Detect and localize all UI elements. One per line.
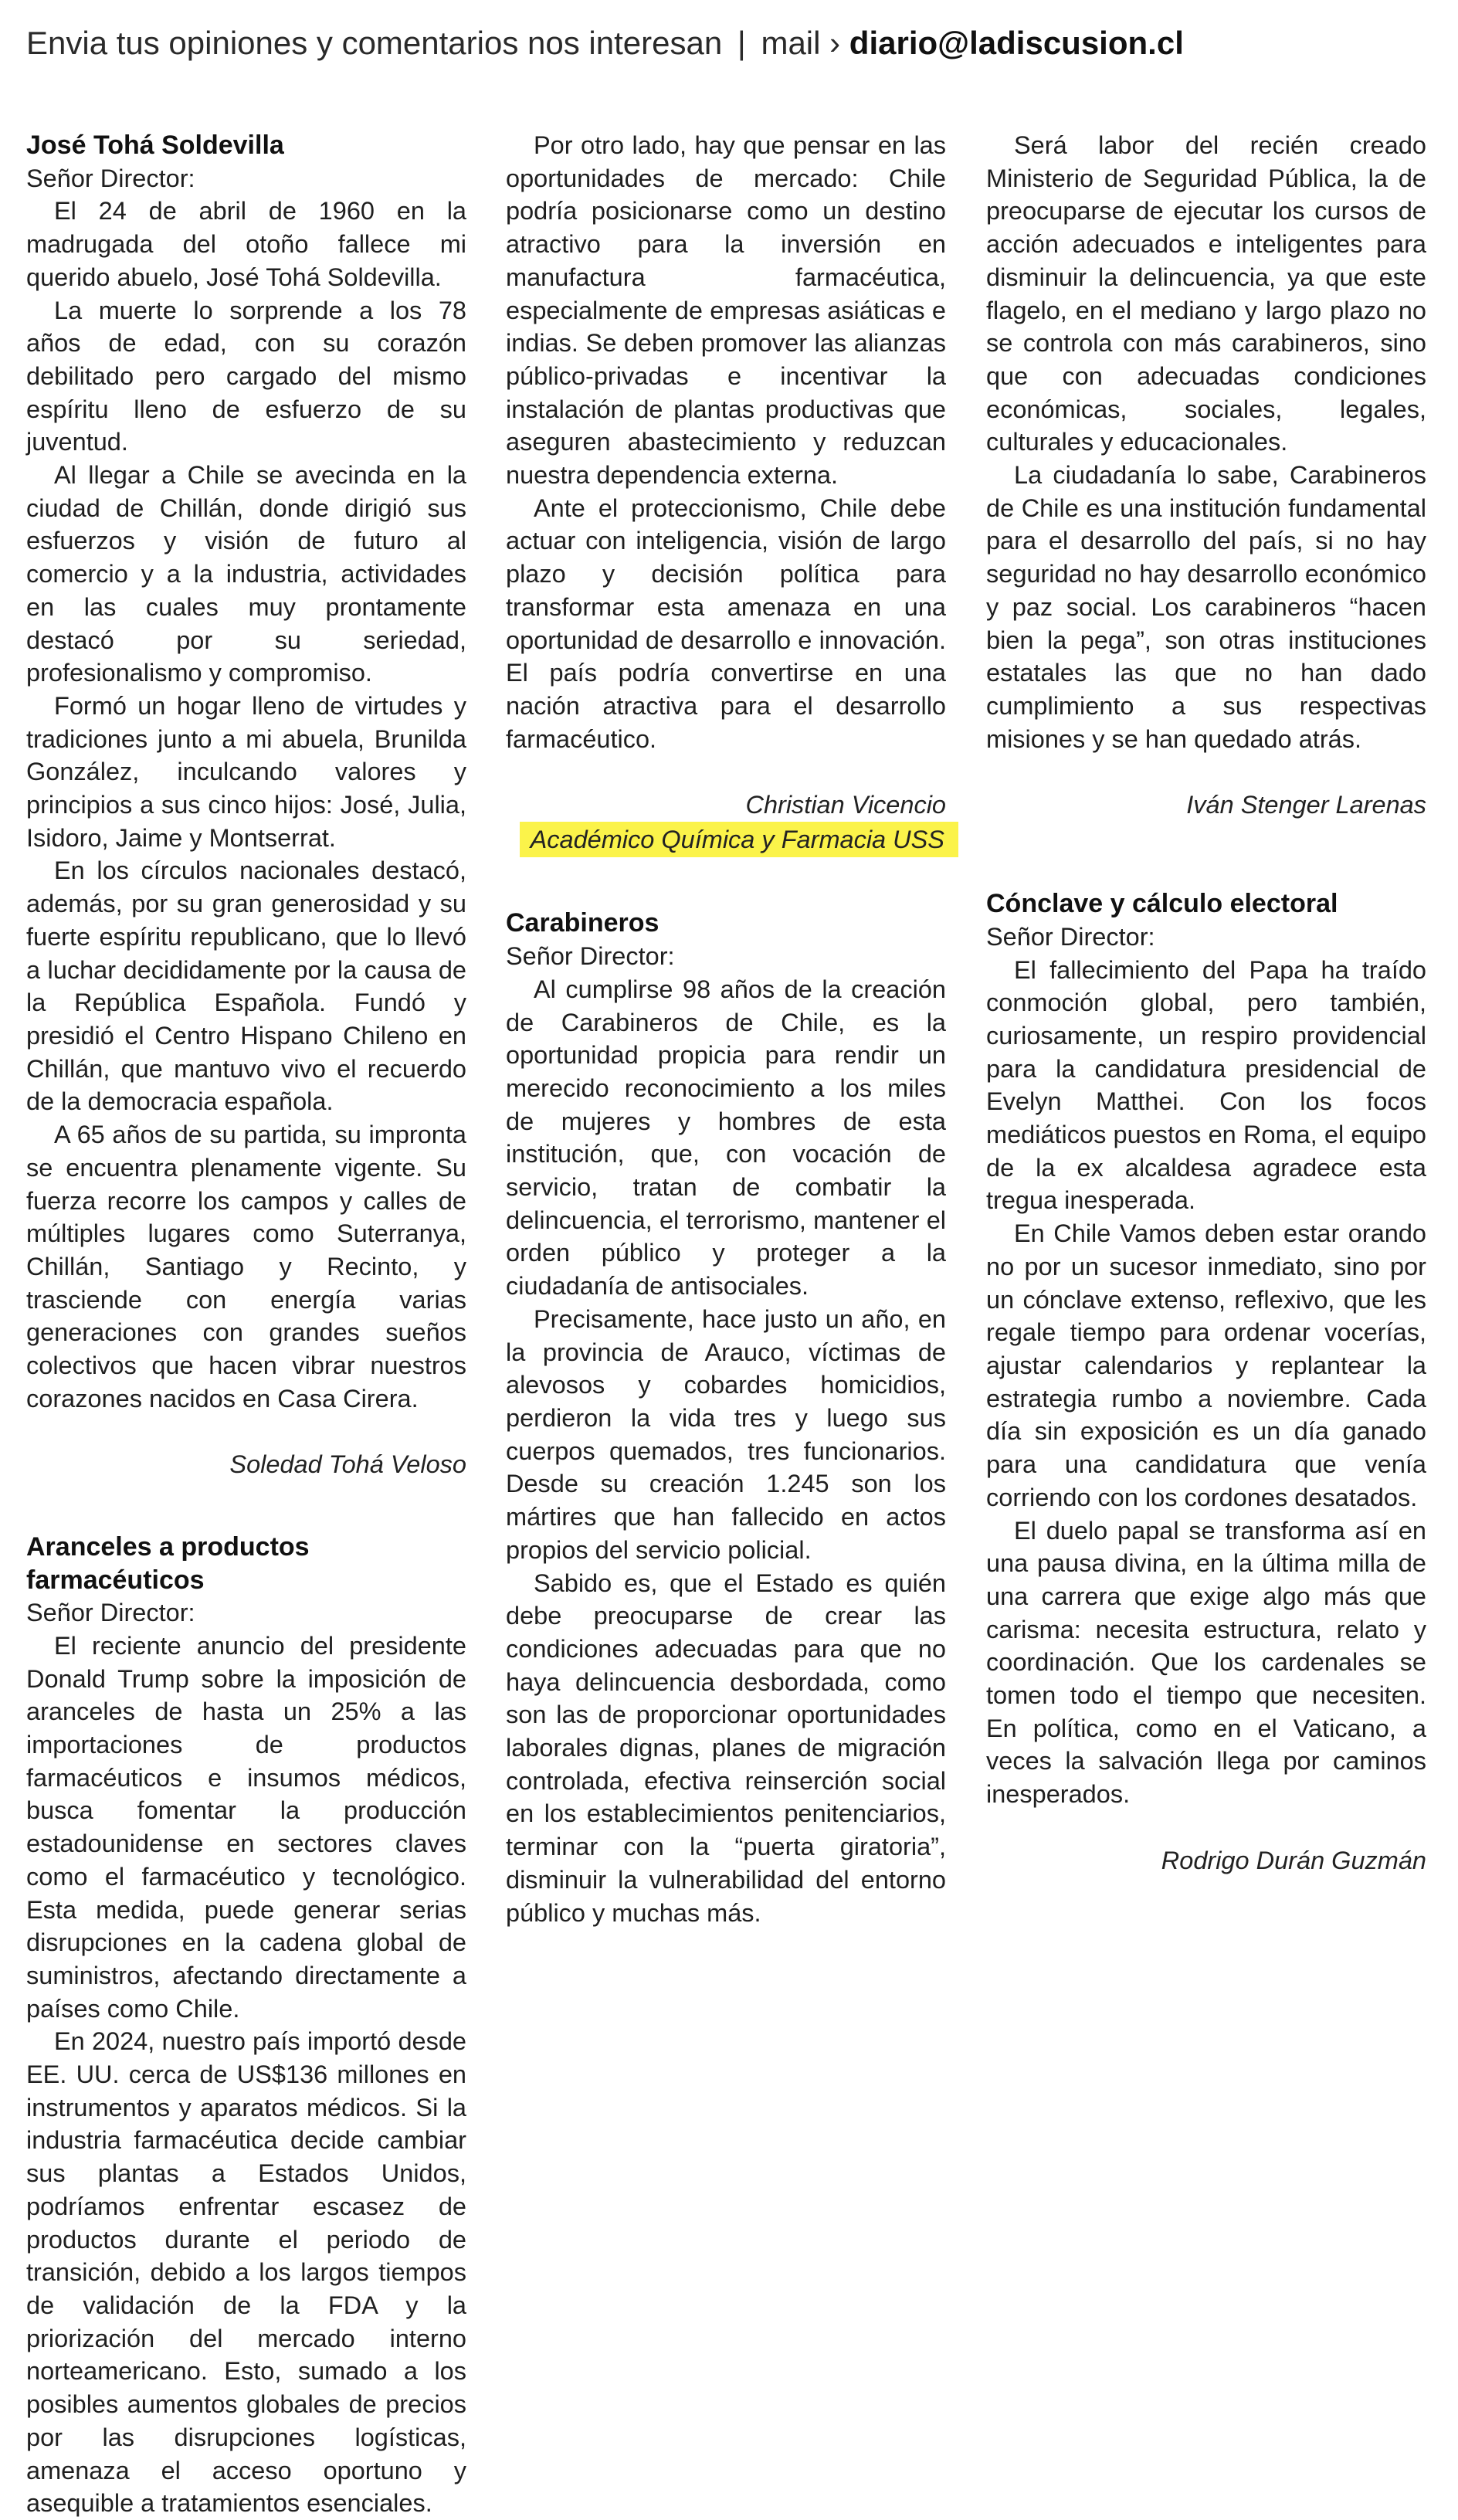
- letter-carabineros: [506, 907, 946, 1929]
- letter-paragraph: Precisamente, hace justo un año, en la provincia de Arauco, víctimas de alevosos y cobardes homicidios, perdieron la vida tres y luego sus cuerpos quemados, tres funcionarios. Desde su creación 1.245 son los mártires que han fallecido en actos propios del servicio policial.: [506, 1304, 946, 1564]
- column-3: [986, 129, 1426, 1877]
- letter-paragraph: Ante el proteccionismo, Chile debe actuar con inteligencia, visión de largo plazo y decisión política para transformar esta amenaza en una oportunidad de desarrollo e innovación. El país podría convertirse en una nación atractiva para el desarrollo farmacéutico.: [506, 493, 946, 753]
- header-lead: Envia tus opiniones y comentarios nos interesan: [26, 25, 723, 61]
- letter-salutation: Señor Director:: [26, 1599, 195, 1627]
- letter-paragraph: La ciudadanía lo sabe, Carabineros de Chile es una institución fundamental para el desarrollo del país, si no hay seguridad no hay desarrollo económico y paz social. Los carabineros “hacen bien la pega”, son otras instituciones estatales las que no han dado cumplimiento a sus respectivas misiones y se han quedado atrás.: [986, 461, 1426, 753]
- letter-signature: Iván Stenger Larenas: [1186, 791, 1426, 819]
- letter-conclave: [986, 887, 1426, 1877]
- letter-salutation: Señor Director:: [506, 942, 675, 971]
- letter-signature: Soledad Tohá Veloso: [229, 1450, 466, 1479]
- letter-paragraph: En los círculos nacionales destacó, además, por su gran generosidad y su fuerte espíritu republicano, que lo llevó a luchar decididamente por la causa de la República Española. Fundó y presidió el Centro Hispano Chileno en Chillán, que mantuvo vivo el recuerdo de la democracia española.: [26, 856, 466, 1116]
- letter-signature: Rodrigo Durán Guzmán: [1161, 1846, 1426, 1874]
- contact-header: [26, 20, 1184, 66]
- header-email-link[interactable]: diario@ladiscusion.cl: [849, 25, 1184, 61]
- letter-paragraph: Formó un hogar lleno de virtudes y tradiciones junto a mi abuela, Brunilda González, inculcando valores y principios a sus cinco hijos: José, Julia, Isidoro, Jaime y Montserrat.: [26, 691, 466, 852]
- letter-salutation: Señor Director:: [986, 922, 1155, 951]
- letter-signature: Christian Vicencio: [745, 791, 946, 819]
- letter-carabineros-continued: [986, 129, 1426, 822]
- letter-paragraph: Sabido es, que el Estado es quién debe preocuparse de crear las condiciones adecuadas para que no haya delincuencia desbordada, como son las de proporcionar oportunidades laborales dignas, planes de migración controlada, efectiva reinserción social en los establecimientos penitenciarios, terminar con la “puerta giratoria”, disminuir la vulnerabilidad del entorno público y muchas más.: [506, 1569, 946, 1927]
- column-1: [26, 129, 466, 2520]
- letter-paragraph: A 65 años de su partida, su impronta se encuentra plenamente vigente. Su fuerza recorre los campos y calles de múltiples lugares como Suterranya, Chillán, Santiago y Recinto, y trasciende con energía varias generaciones con grandes sueños colectivos que hacen vibrar nuestros corazones nacidos en Casa Cirera.: [26, 1121, 466, 1413]
- letter-title-line-2: farmacéuticos: [26, 1565, 205, 1595]
- letter-paragraph: El duelo papal se transforma así en una pausa divina, en la última milla de una carrera que exige algo más que carisma: necesita estructura, relato y coordinación. Que los cardenales se tomen todo el tiempo que necesiten. En política, como en el Vaticano, a veces la salvación llega por caminos inesperados.: [986, 1516, 1426, 1809]
- letter-paragraph: Al llegar a Chile se avecinda en la ciudad de Chillán, donde dirigió sus esfuerzos y visión de futuro al comercio y a la industria, actividades en las cuales muy prontamente destacó por su seriedad, profesionalismo y compromiso.: [26, 461, 466, 687]
- letter-paragraph: El fallecimiento del Papa ha traído conmoción global, pero también, curiosamente, un respiro providencial para la candidatura presidencial de Evelyn Matthei. Con los focos mediáticos puestos en Roma, el equipo de la ex alcaldesa agradece esta tregua inesperada.: [986, 955, 1426, 1215]
- letter-paragraph: Será labor del recién creado Ministerio de Seguridad Pública, la de preocuparse de ejecutar los cursos de acción adecuados e inteligentes para disminuir la delincuencia, ya que este flagelo, en el mediano y largo plazo no se controla con más carabineros, sino que con adecuadas condiciones económicas, sociales, legales, culturales y educacionales.: [986, 131, 1426, 456]
- letter-paragraph: El 24 de abril de 1960 en la madrugada del otoño fallece mi querido abuelo, José Tohá Soldevilla.: [26, 197, 466, 291]
- letter-title: José Tohá Soldevilla: [26, 131, 284, 160]
- letter-salutation: Señor Director:: [26, 164, 195, 192]
- letter-title: Carabineros: [506, 908, 659, 938]
- column-2: [506, 129, 946, 1929]
- letter-paragraph: En 2024, nuestro país importó desde EE. UU. cerca de US$136 millones en instrumentos y aparatos médicos. Si la industria farmacéutica decide cambiar sus plantas a Estados Unidos, podríamos enfrentar escasez de productos durante el periodo de transición, debido a los largos tiempos de validación de la FDA y la priorización del mercado interno norteamericano. Esto, sumado a los posibles aumentos globales de precios por las disrupciones logísticas, amenaza el acceso oportuno y asequible a tratamientos esenciales.: [26, 2027, 466, 2518]
- header-mail-label: mail ›: [761, 25, 841, 61]
- letter-title: Cónclave y cálculo electoral: [986, 889, 1338, 919]
- letter-aranceles: [26, 1531, 466, 2520]
- letter-paragraph: Por otro lado, hay que pensar en las oportunidades de mercado: Chile podría posicionarse como un destino atractivo para la inversión en manufactura farmacéutica, especialmente de empresas asiáticas e indias. Se deben promover las alianzas público-privadas e incentivar la instalación de plantas productivas que aseguren abastecimiento y reduzcan nuestra dependencia externa.: [506, 131, 946, 490]
- letter-toha: [26, 129, 466, 1481]
- letter-title-line-1: Aranceles a productos: [26, 1531, 310, 1562]
- letter-paragraph: El reciente anuncio del presidente Donald Trump sobre la imposición de aranceles de hasta un 25% a las importaciones de productos farmacéuticos e insumos médicos, busca fomentar la producción estadounidense en sectores claves como el farmacéutico y tecnológico. Esta medida, puede generar serias disrupciones en la cadena global de suministros, afectando directamente a países como Chile.: [26, 1631, 466, 2023]
- highlighted-signature-role: Académico Química y Farmacia USS: [520, 822, 958, 858]
- letter-paragraph: La muerte lo sorprende a los 78 años de edad, con su corazón debilitado pero cargado del mismo espíritu lleno de esfuerzo de su juventud.: [26, 296, 466, 456]
- letter-paragraph: En Chile Vamos deben estar orando no por un sucesor inmediato, sino por un cónclave extenso, reflexivo, que les regale tiempo para ordenar vocerías, ajustar calendarios y replantear la estrategia rumbo a noviembre. Cada día sin exposición es un día ganado para una candidatura que venía corriendo con los cordones desatados.: [986, 1219, 1426, 1511]
- header-separator: |: [737, 25, 746, 61]
- signature-role-wrap: [506, 822, 946, 858]
- letter-paragraph: Al cumplirse 98 años de la creación de Carabineros de Chile, es la oportunidad propicia para rendir un merecido reconocimiento a los miles de mujeres y hombres de esta institución, que, con vocación de servicio, tratan de combatir la delincuencia, el terrorismo, mantener el orden público y proteger a la ciudadanía de antisociales.: [506, 975, 946, 1301]
- letter-aranceles-continued: [506, 129, 946, 857]
